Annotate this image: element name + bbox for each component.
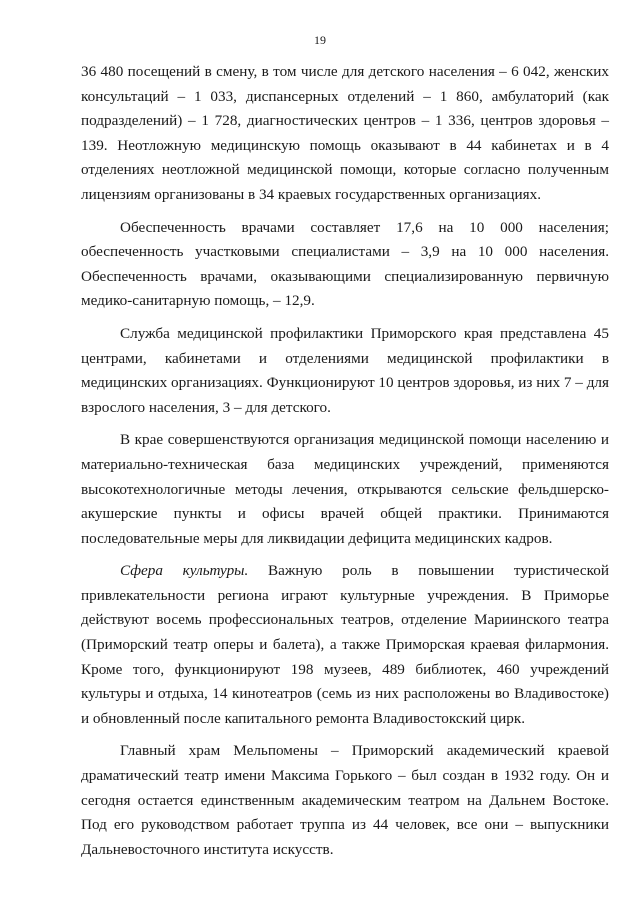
- section-heading-culture: Сфера культуры.: [120, 562, 249, 580]
- paragraph-6: Главный храм Мельпомены – Приморский академический краевой драматический театр имени Максима Горького – был создан в 1932 году. Он и сегодня остается единственным академическим театром на Дальнем Востоке. Под его руководством работает труппа из 44 человек, все они – выпускники Дальневосточного института искусств.: [81, 742, 609, 858]
- paragraph-4: В крае совершенствуются организация медицинской помощи населению и материально-техническая база медицинских учреждений, применяются высокотехнологичные методы лечения, открываются сельские фельдшерско-акушерские пункты и офисы врачей общей практики. Принимаются последовательные меры для ликвидации дефицита медицинских кадров.: [81, 431, 609, 547]
- paragraph-5: [81, 559, 609, 731]
- paragraph-5-text: Важную роль в повышении туристической привлекательности региона играют культурные учреждения. В Приморье действуют восемь профессиональных театров, отделение Мариинского театра (Приморский театр оперы и балета), а также Приморская краевая филармония. Кроме того, функционируют 198 музеев, 489 библиотек, 460 учреждений культуры и отдыха, 14 кинотеатров (семь из них расположены во Владивостоке) и обновленный после капитального ремонта Владивостокский цирк.: [81, 562, 609, 727]
- body-text: [81, 60, 609, 862]
- paragraph-1: 36 480 посещений в смену, в том числе для детского населения – 6 042, женских консультаций – 1 033, диспансерных отделений – 1 860, амбулаторий (как подразделений) – 1 728, диагностических центров – 1 336, центров здоровья – 139. Неотложную медицинскую помощь оказывают в 44 кабинетах и в 4 отделениях неотложной медицинской помощи, которые согласно полученным лицензиям организованы в 34 краевых государственных организациях.: [81, 63, 609, 203]
- page-number: 19: [314, 33, 326, 47]
- paragraph-3: Служба медицинской профилактики Приморского края представлена 45 центрами, кабинетами и отделениями медицинской профилактики в медицинских организациях. Функционируют 10 центров здоровья, из них 7 – для взрослого населения, 3 – для детского.: [81, 324, 609, 416]
- paragraph-2: Обеспеченность врачами составляет 17,6 на 10 000 населения; обеспеченность участковыми специалистами – 3,9 на 10 000 населения. Обеспеченность врачами, оказывающими специализированную первичную медико-санитарную помощь, – 12,9.: [81, 218, 609, 310]
